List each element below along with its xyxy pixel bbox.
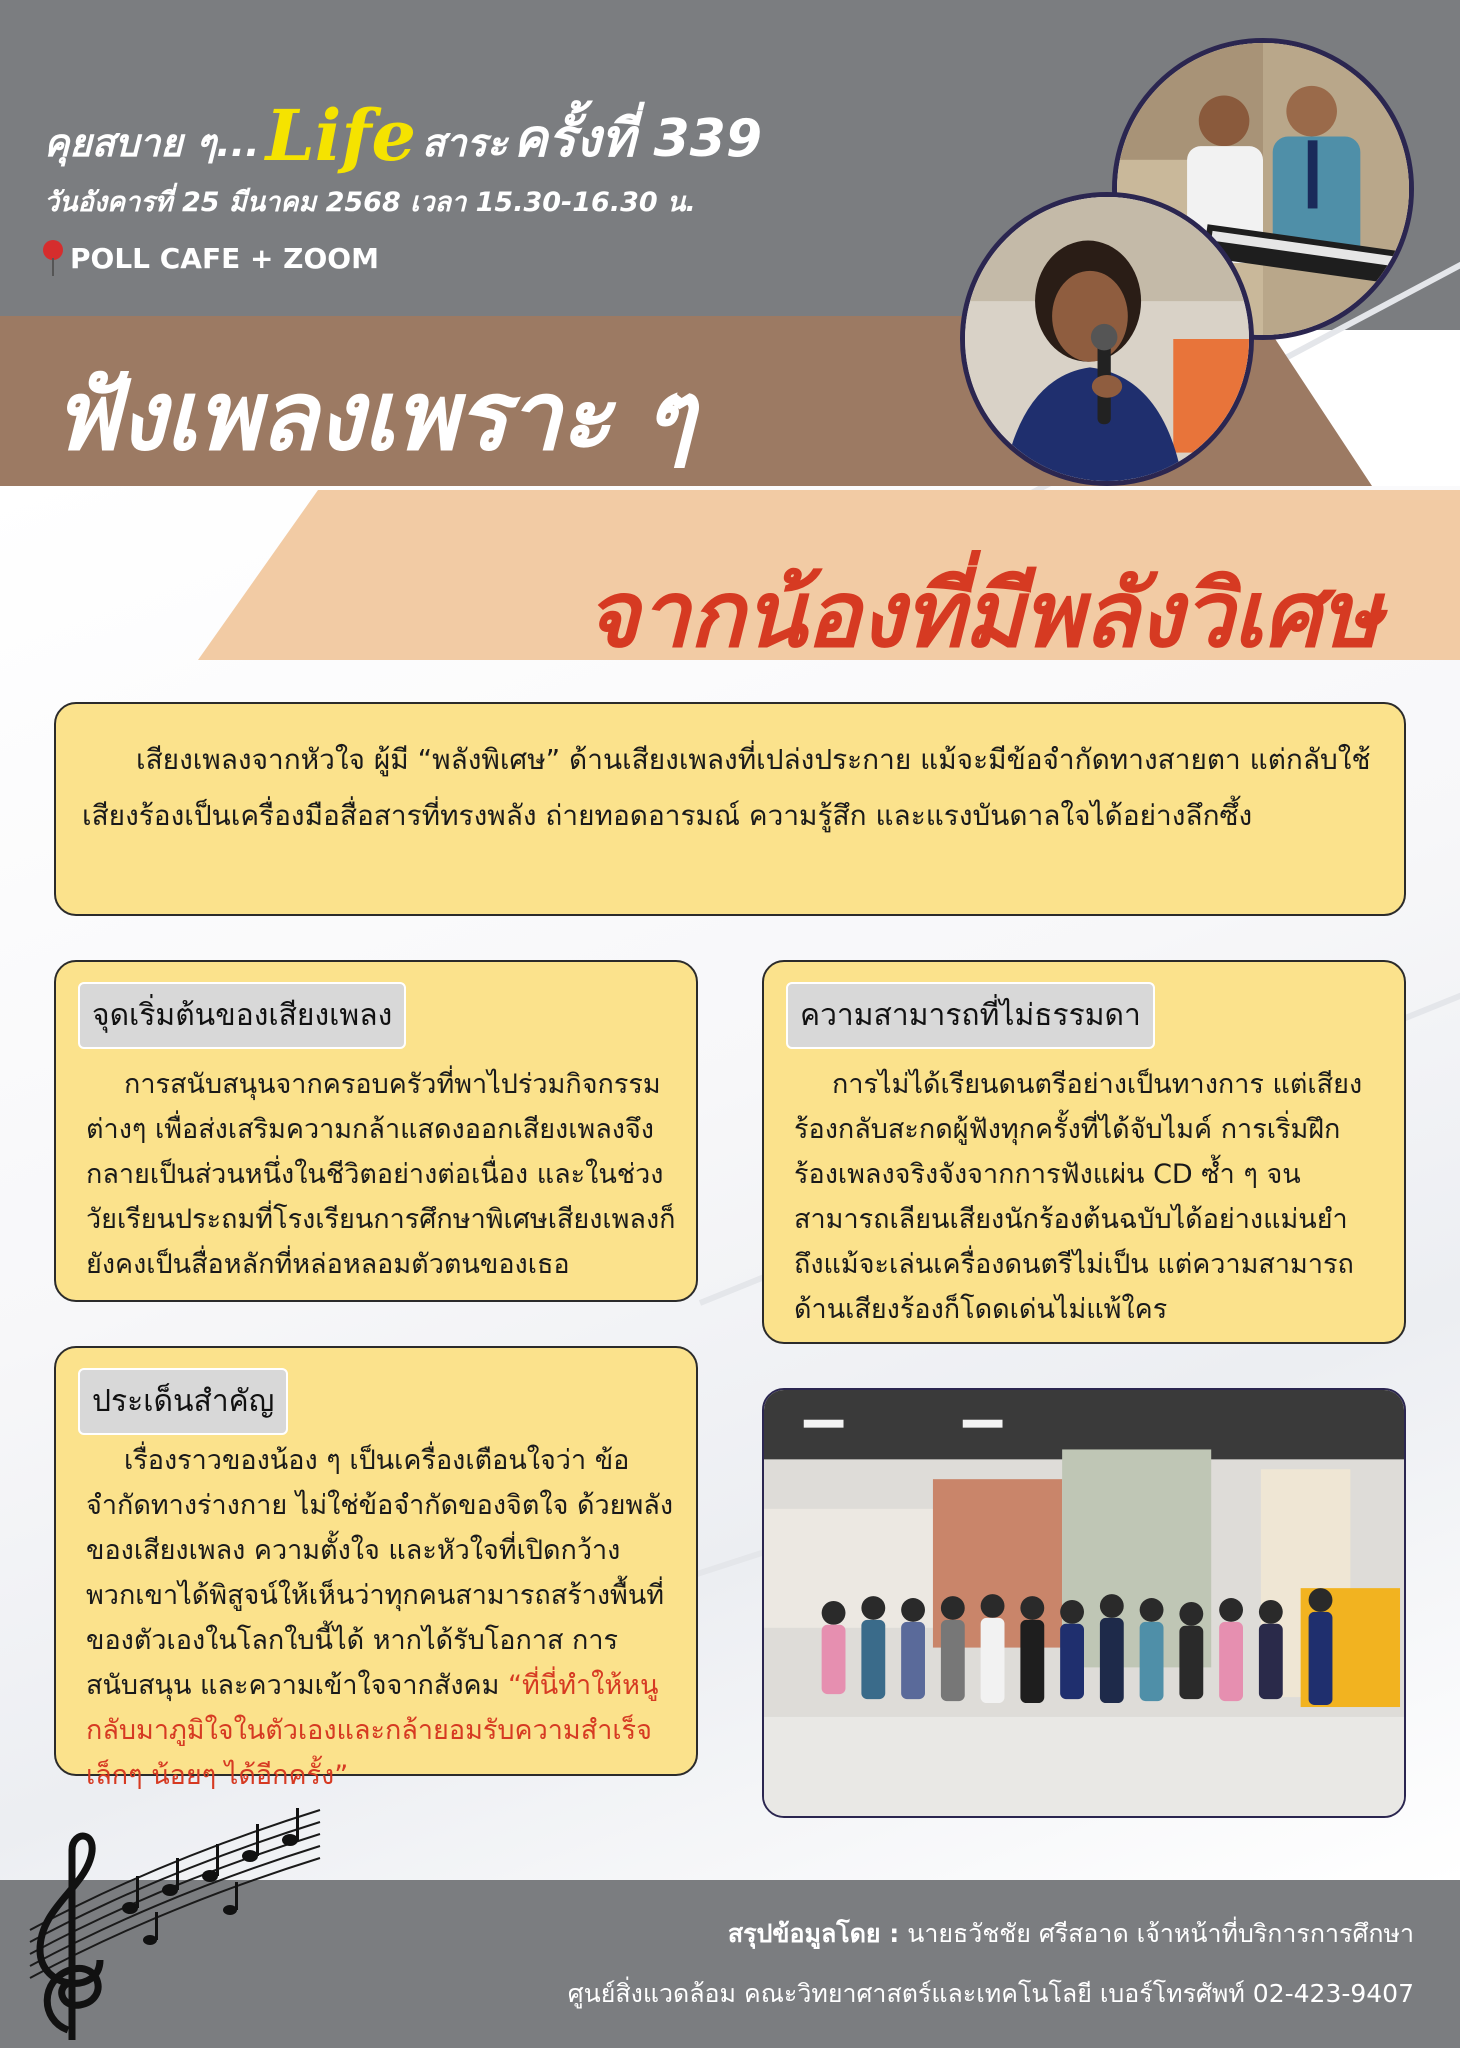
photo-singer-microphone xyxy=(960,192,1254,486)
map-pin-icon xyxy=(40,238,66,278)
card-ability-text: การไม่ได้เรียนดนตรีอย่างเป็นทางการ แต่เสียงร้องกลับสะกดผู้ฟังทุกครั้งที่ได้จับไมค์ การเริ่มฝึกร้องเพลงจริงจังจากการฟังแผ่น CD ซ้ำ ๆ จนสามารถเลียนเสียงนักร้องต้นฉบับได้อย่างแม่นยำ ถึงแม้จะเล่นเครื่องดนตรีไม่เป็น แต่ความสามารถด้านเสียงร้องก็โดดเด่นไม่แพ้ใคร xyxy=(794,1069,1363,1325)
card-key-quote: “ที่นี่ทำให้หนูกลับมาภูมิใจในตัวเองและกล้ายอมรับความสำเร็จเล็กๆ น้อยๆ ได้อีกครั้ง” xyxy=(86,1670,659,1791)
series-prefix: คุยสบาย ๆ... xyxy=(44,121,260,165)
main-title-line2: จากน้องที่มีพลังวิเศษ xyxy=(585,561,1380,668)
card-key-body: เรื่องราวของน้อง ๆ เป็นเครื่องเตือนใจว่า ข้อจำกัดทางร่างกาย ไม่ใช่ข้อจำกัดของจิตใจ ด้วยพลังของเสียงเพลง ความตั้งใจ และหัวใจที่เปิดกว้าง พวกเขาได้พิสูจน์ให้เห็นว่าทุกคนสามารถสร้างพื้นที่ของตัวเองในโลกใบนี้ได้ หากได้รับโอกาส การสนับสนุน และความเข้าใจจากสังคม xyxy=(86,1445,674,1701)
series-life-logo: Life xyxy=(265,94,417,177)
event-venue xyxy=(40,238,379,278)
card-ability-label: ความสามารถที่ไม่ธรรมดา xyxy=(786,982,1155,1049)
series-title xyxy=(44,90,762,179)
footer-summary-label: สรุปข้อมูลโดย : xyxy=(727,1919,900,1948)
intro-text: เสียงเพลงจากหัวใจ ผู้มี “พลังพิเศษ” ด้านเสียงเพลงที่เปล่งประกาย แม้จะมีข้อจำกัดทางสายตา แต่กลับใช้เสียงร้องเป็นเครื่องมือสื่อสารที่ทรงพลัง ถ่ายทอดอารมณ์ ความรู้สึก และแรงบันดาลใจได้อย่างลึกซึ้ง xyxy=(82,743,1371,832)
episode-number: ครั้งที่ 339 xyxy=(512,109,762,169)
footer-organization: ศูนย์สิ่งแวดล้อม คณะวิทยาศาสตร์และเทคโนโลยี เบอร์โทรศัพท์ 02-423-9407 xyxy=(567,1979,1414,2008)
main-title-line1: ฟังเพลงเพราะ ๆ xyxy=(52,360,694,472)
card-key-label: ประเด็นสำคัญ xyxy=(78,1368,288,1435)
card-key-text xyxy=(86,1438,676,1798)
group-photo xyxy=(762,1388,1406,1818)
card-key-point xyxy=(54,1346,698,1791)
series-suffix: สาระ xyxy=(422,121,508,165)
footer-summary xyxy=(728,1914,1414,1954)
intro-box xyxy=(54,702,1406,916)
venue-label: POLL CAFE + ZOOM xyxy=(70,241,379,275)
event-date-time: วันอังคารที่ 25 มีนาคม 2568 เวลา 15.30-16.30 น. xyxy=(44,187,696,218)
music-notes-icon xyxy=(10,1790,340,2048)
card-origin-text: การสนับสนุนจากครอบครัวที่พาไปร่วมกิจกรรมต่างๆ เพื่อส่งเสริมความกล้าแสดงออกเสียงเพลงจึงกลายเป็นส่วนหนึ่งในชีวิตอย่างต่อเนื่อง และในช่วงวัยเรียนประถมที่โรงเรียนการศึกษาพิเศษเสียงเพลงก็ยังคงเป็นสื่อหลักที่หล่อหลอมตัวตนของเธอ xyxy=(86,1069,676,1280)
card-origin-label: จุดเริ่มต้นของเสียงเพลง xyxy=(78,982,406,1049)
card-origin-of-song xyxy=(54,960,698,1302)
footer-summary-name: นายธวัชชัย ศรีสอาด เจ้าหน้าที่บริการการศึกษา xyxy=(907,1919,1414,1948)
card-extraordinary-ability xyxy=(762,960,1406,1344)
